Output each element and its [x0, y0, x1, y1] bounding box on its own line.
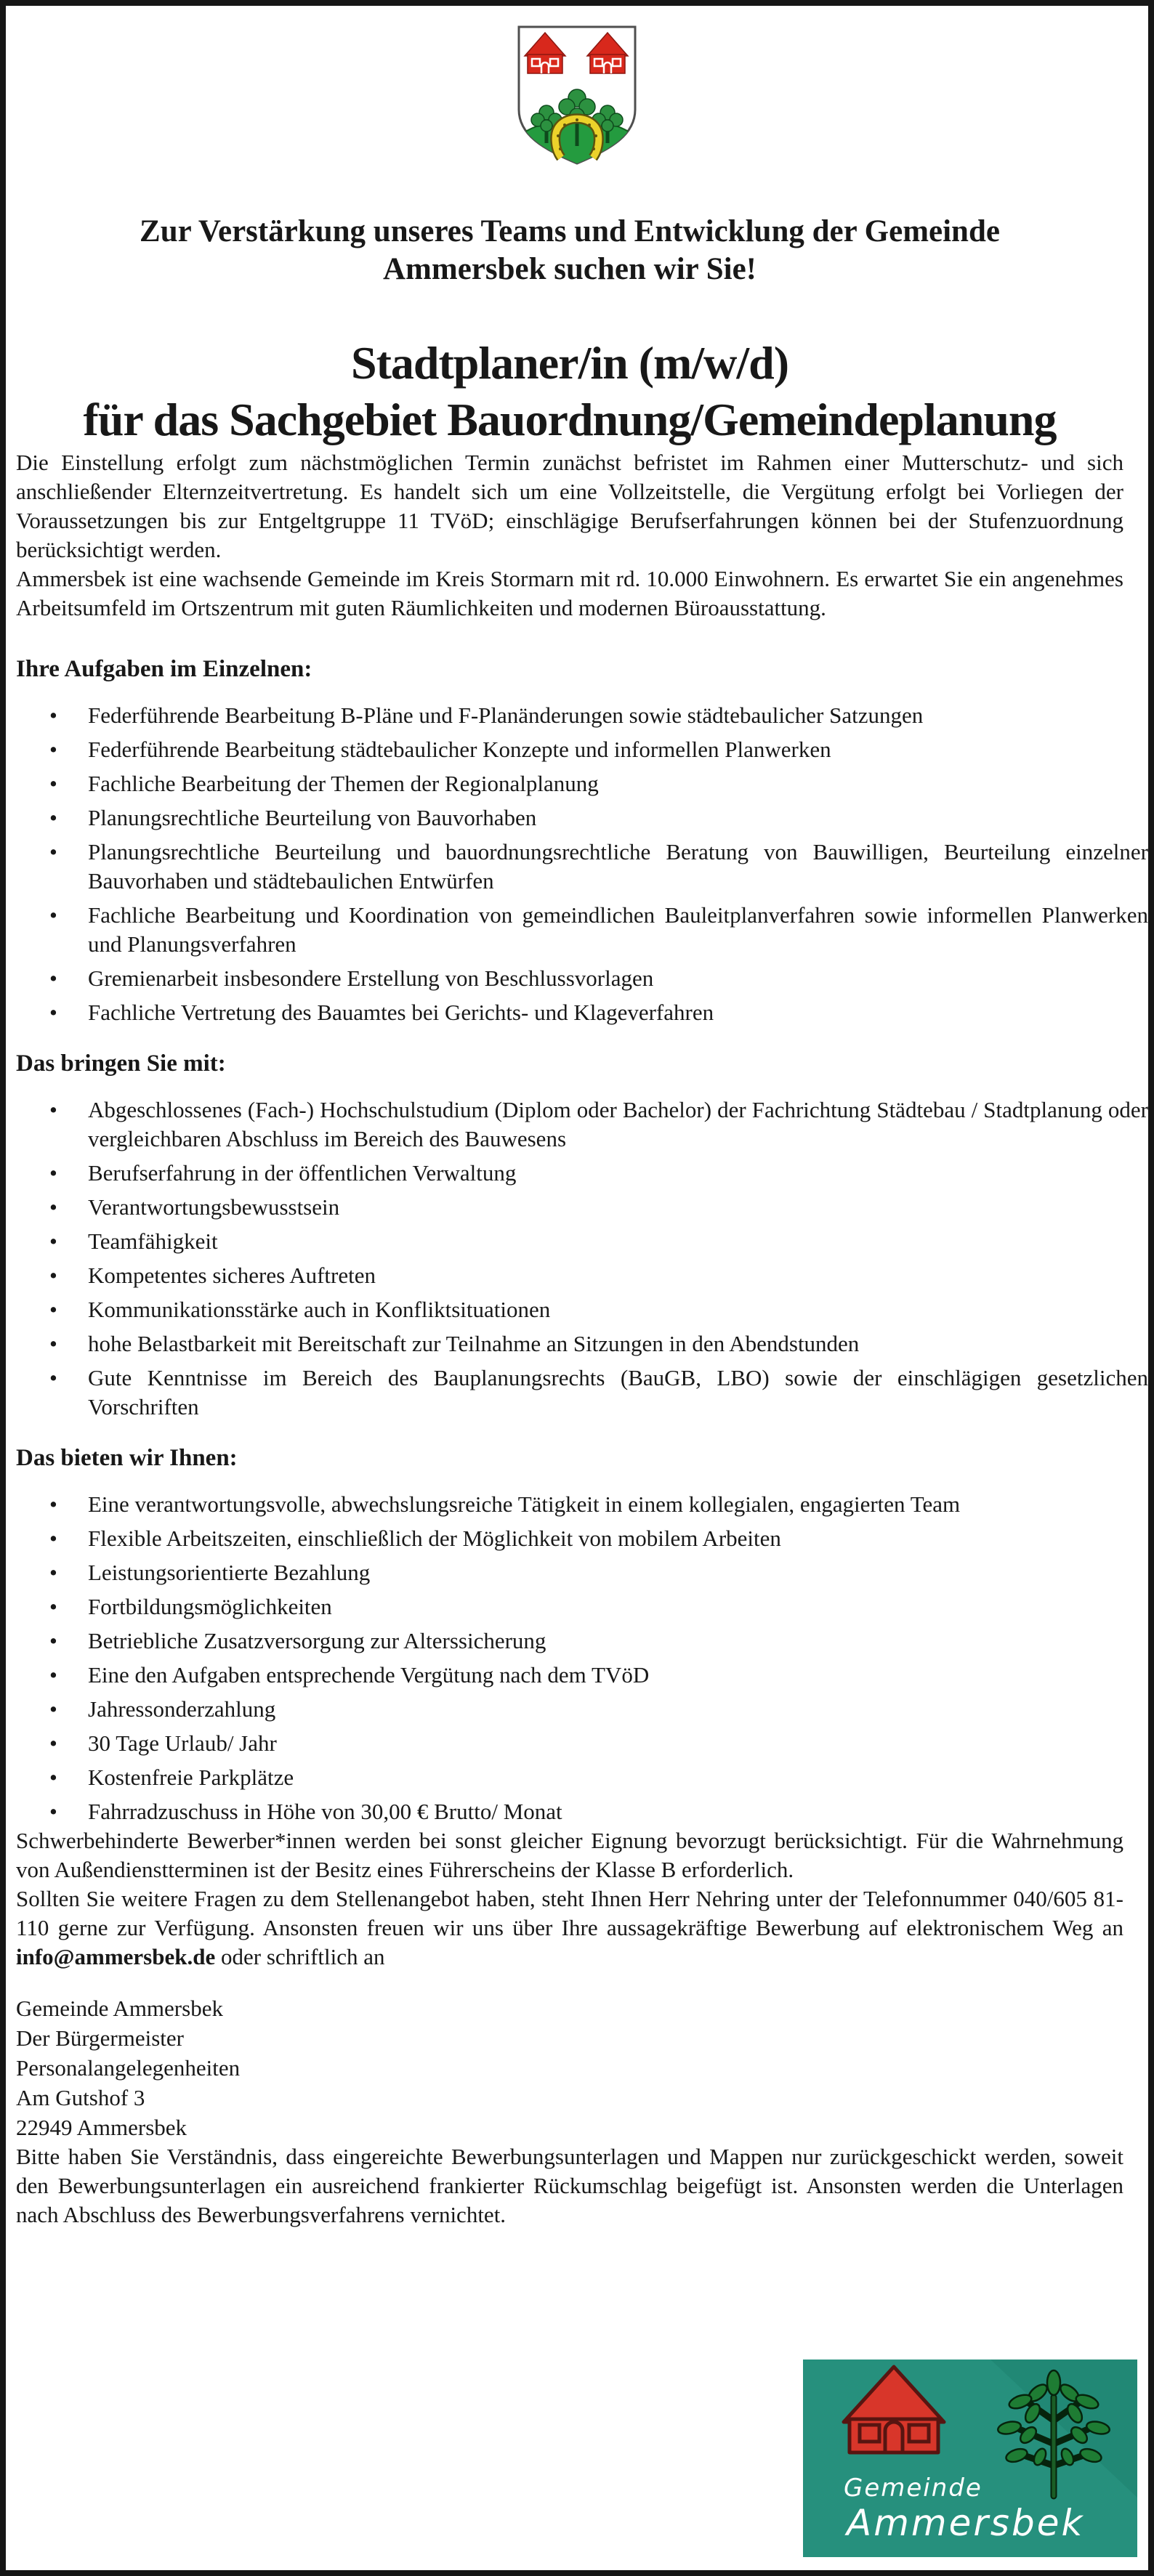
paragraph-disability-notice: Schwerbehinderte Bewerber*innen werden bei sonst gleicher Eignung bevorzugt berücksichtigt. Für die Wahrnehmung von Außendienstterminen ist der Besitz eines Führerscheins der Klasse B erforderlich. [16, 1828, 1123, 1882]
list-item: • Verantwortungsbewusstsein [6, 1193, 1148, 1222]
page-title [6, 335, 1148, 448]
list-item: • Fahrradzuschuss in Höhe von 30,00 € Brutto/ Monat [6, 1797, 1148, 1826]
list-item: • Eine verantwortungsvolle, abwechslungsreiche Tätigkeit in einem kollegialen, engagierten Team [6, 1490, 1148, 1519]
address-line: Der Bürgermeister [16, 2025, 184, 2051]
section-heading-tasks: Ihre Aufgaben im Einzelnen: [16, 656, 312, 682]
list-item: • Fortbildungsmöglichkeiten [6, 1592, 1148, 1621]
intro-line-2: Ammersbek suchen wir Sie! [383, 252, 756, 286]
list-item: • Kompetentes sicheres Auftreten [6, 1261, 1148, 1290]
address-line: Personalangelegenheiten [16, 2055, 241, 2081]
address-line: Am Gutshof 3 [16, 2085, 145, 2110]
address-line: Gemeinde Ammersbek [16, 1996, 223, 2021]
list-item: • Kommunikationsstärke auch in Konfliktsituationen [6, 1295, 1148, 1324]
list-item: • Betriebliche Zusatzversorgung zur Alterssicherung [6, 1627, 1148, 1656]
list-item: • Fachliche Vertretung des Bauamtes bei Gerichts- und Klageverfahren [6, 998, 1148, 1027]
list-item: • Jahressonderzahlung [6, 1695, 1148, 1724]
list-item: • Abgeschlossenes (Fach-) Hochschulstudium (Diplom oder Bachelor) der Fachrichtung Städtebau / Stadtplanung oder vergleichbaren Abschluss im Bereich des Bauwesens [6, 1095, 1148, 1154]
list-item: • Gute Kenntnisse im Bereich des Bauplanungsrechts (BauGB, LBO) sowie der einschlägigen gesetzlichen Vorschriften [6, 1364, 1148, 1422]
list-item: • Kostenfreie Parkplätze [6, 1763, 1148, 1792]
list-item: • Planungsrechtliche Beurteilung von Bauvorhaben [6, 803, 1148, 833]
list-item: • hohe Belastbarkeit mit Bereitschaft zur Teilnahme an Sitzungen in den Abendstunden [6, 1329, 1148, 1358]
list-item: • Fachliche Bearbeitung der Themen der Regionalplanung [6, 769, 1148, 798]
address-line: 22949 Ammersbek [16, 2115, 187, 2140]
list-item: • Fachliche Bearbeitung und Koordination von gemeindlichen Bauleitplanverfahren sowie informellen Planwerken und Planungsverfahren [6, 901, 1148, 959]
paragraph-contact [6, 1884, 1148, 1972]
municipal-coat-of-arms [512, 24, 642, 166]
municipality-logo [803, 2360, 1148, 2557]
section-heading-offer: Das bieten wir Ihnen: [16, 1445, 238, 1471]
job-title-line-1: Stadtplaner/in (m/w/d) [350, 337, 789, 389]
list-item: • Flexible Arbeitszeiten, einschließlich der Möglichkeit von mobilem Arbeiten [6, 1524, 1148, 1553]
list-item: • Gremienarbeit insbesondere Erstellung von Beschlussvorlagen [6, 964, 1148, 993]
intro-statement [6, 213, 1148, 288]
job-title-line-2: für das Sachgebiet Bauordnung/Gemeindeplanung [83, 394, 1057, 445]
paragraph-municipality-info: Ammersbek ist eine wachsende Gemeinde im Kreis Stormarn mit rd. 10.000 Einwohnern. Es erwartet Sie ein angenehmes Arbeitsumfeld im Ortszentrum mit guten Räumlichkeiten und modernen Büroausstattung. [16, 566, 1123, 620]
paragraph-employment-terms: Die Einstellung erfolgt zum nächstmöglichen Termin zunächst befristet im Rahmen einer Mutterschutz- und sich anschließender Elternzeitvertretung. Es handelt sich um eine Vollzeitstelle, die Vergütung erfolgt bei Vorliegen der Voraussetzungen bis zur Entgeltgruppe 11 TVöD; einschlägige Berufserfahrungen können bei der Stufenzuordnung berücksichtigt werden. [16, 450, 1123, 562]
logo-text-ammersbek: Ammersbek [847, 2502, 1085, 2544]
intro-line-1: Zur Verstärkung unseres Teams und Entwicklung der Gemeinde [140, 214, 1000, 248]
contact-text-before: Sollten Sie weitere Fragen zu dem Stellenangebot haben, steht Ihnen Herr Nehring unter der Telefonnummer 040/605 81-110 gerne zur Verfügung. Ansonsten freuen wir uns über Ihre aussagekräftige Bewerbung auf elektronischem Weg an [16, 1886, 1123, 1940]
logo-text-gemeinde: Gemeinde [844, 2474, 982, 2503]
list-item: • Federführende Bearbeitung B-Pläne und F-Planänderungen sowie städtebaulicher Satzungen [6, 701, 1148, 730]
section-heading-requirements: Das bringen Sie mit: [16, 1050, 226, 1077]
contact-text-after: oder schriftlich an [215, 1944, 385, 1969]
list-item: • 30 Tage Urlaub/ Jahr [6, 1729, 1148, 1758]
coat-of-arms-graphic [512, 24, 642, 166]
list-item: • Leistungsorientierte Bezahlung [6, 1558, 1148, 1587]
list-item: • Eine den Aufgaben entsprechende Vergütung nach dem TVöD [6, 1661, 1148, 1690]
list-item: • Teamfähigkeit [6, 1227, 1148, 1256]
email-address: info@ammersbek.de [16, 1944, 216, 1969]
list-item: • Federführende Bearbeitung städtebaulicher Konzepte und informellen Planwerken [6, 735, 1148, 764]
municipality-logo-graphic [803, 2360, 1137, 2557]
requirements-list [6, 1095, 1148, 1422]
offer-list [6, 1490, 1148, 1826]
list-item: • Planungsrechtliche Beurteilung und bauordnungsrechtliche Beratung von Bauwilligen, Beurteilung einzelner Bauvorhaben und städtebaulichen Entwürfen [6, 838, 1148, 896]
list-item: • Berufserfahrung in der öffentlichen Verwaltung [6, 1159, 1148, 1188]
paragraph-return-documents: Bitte haben Sie Verständnis, dass eingereichte Bewerbungsunterlagen und Mappen nur zurückgeschickt werden, soweit den Bewerbungsunterlagen ein ausreichend frankierter Rückumschlag beigefügt ist. Ansonsten werden die Unterlagen nach Abschluss des Bewerbungsverfahrens vernichtet. [16, 2144, 1123, 2227]
tasks-list [6, 701, 1148, 1027]
postal-address [6, 1993, 1148, 2142]
